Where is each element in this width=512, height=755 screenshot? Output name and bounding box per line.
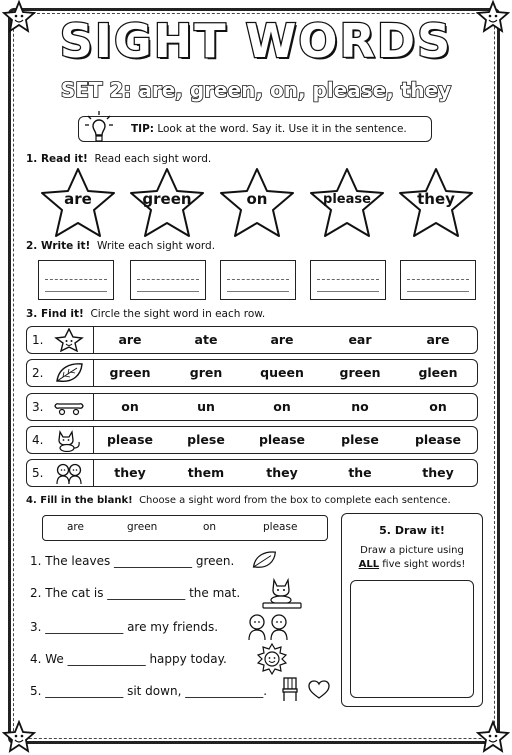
section-write-label: 2. Write it! <box>26 240 91 252</box>
tip-box <box>78 116 432 142</box>
kids-icon <box>244 612 292 640</box>
cat-on-mat-icon <box>260 576 304 610</box>
sight-word: on <box>246 190 268 208</box>
row-number: 2. <box>32 366 44 380</box>
sight-word-star <box>38 166 118 240</box>
section-read-label: 1. Read it! <box>26 153 88 165</box>
sight-word: are <box>64 190 92 208</box>
section-find-heading <box>26 308 265 320</box>
word-option[interactable]: the <box>348 465 372 480</box>
word-option[interactable]: them <box>187 465 225 480</box>
kids-icon <box>53 461 85 485</box>
section-read-instruction: Read each sight word. <box>94 153 212 165</box>
heart-icon <box>308 680 330 700</box>
row-number: 4. <box>32 433 44 447</box>
word-option[interactable]: un <box>197 399 215 414</box>
sun-icon <box>256 643 288 675</box>
leaf-icon <box>53 361 85 385</box>
word-bank <box>42 515 328 541</box>
word-option[interactable]: please <box>106 432 154 447</box>
cat-icon <box>53 428 85 452</box>
word-option[interactable]: they <box>114 465 146 480</box>
fill-sentence[interactable]: 5. _____________ sit down, _____________. <box>30 684 268 698</box>
word-option[interactable]: they <box>422 465 454 480</box>
draw-it-line1: Draw a picture using <box>360 545 464 556</box>
row-number: 5. <box>32 466 44 480</box>
sight-word-star <box>396 166 476 240</box>
tip-text: Look at the word. Say it. Use it in the sentence. <box>157 123 407 135</box>
fill-sentence[interactable]: 2. The cat is _____________ the mat. <box>30 586 241 600</box>
tip-label: TIP: <box>131 123 154 135</box>
draw-it-all: ALL <box>358 559 380 570</box>
fill-sentence[interactable]: 1. The leaves _____________ green. <box>30 554 235 568</box>
section-write-instruction: Write each sight word. <box>97 240 216 252</box>
write-box[interactable] <box>400 260 476 300</box>
word-bank-word: green <box>127 521 158 533</box>
draw-it-instruction <box>342 544 482 572</box>
section-find-label: 3. Find it! <box>26 308 84 320</box>
section-fill-heading <box>26 495 451 506</box>
find-row <box>26 359 478 387</box>
word-option[interactable]: on <box>429 399 447 414</box>
find-row <box>26 326 478 354</box>
word-option[interactable]: are <box>118 332 142 347</box>
word-bank-word: are <box>67 521 84 533</box>
find-row <box>26 426 478 454</box>
fill-sentence[interactable]: 4. We _____________ happy today. <box>30 652 227 666</box>
word-option[interactable]: queen <box>260 365 304 380</box>
section-find-instruction: Circle the sight word in each row. <box>90 308 266 320</box>
chair-icon <box>280 676 300 702</box>
leaf-icon <box>250 548 278 572</box>
word-option[interactable]: are <box>270 332 294 347</box>
word-option[interactable]: plese <box>341 432 379 447</box>
find-row <box>26 459 478 487</box>
word-option[interactable]: ate <box>194 332 218 347</box>
word-option[interactable]: are <box>426 332 450 347</box>
row-number: 1. <box>32 333 44 347</box>
corner-star-icon <box>476 720 510 754</box>
lightbulb-icon <box>84 110 114 144</box>
draw-it-line2: five sight words! <box>382 559 466 570</box>
section-write-heading <box>26 240 215 252</box>
sight-word-star <box>307 166 387 240</box>
star-icon <box>53 328 85 352</box>
word-option[interactable]: on <box>273 399 291 414</box>
word-option[interactable]: no <box>351 399 369 414</box>
word-bank-word: please <box>263 521 298 533</box>
set-subtitle: SET 2: are, green, on, please, they <box>60 78 452 102</box>
write-box[interactable] <box>130 260 206 300</box>
section-fill-instruction: Choose a sight word from the box to complete each sentence. <box>139 495 451 506</box>
find-row <box>26 393 478 421</box>
corner-star-icon <box>2 720 36 754</box>
word-option[interactable]: plese <box>187 432 225 447</box>
sight-word: they <box>417 190 455 208</box>
write-box[interactable] <box>310 260 386 300</box>
draw-it-box <box>341 513 483 707</box>
section-fill-label: 4. Fill in the blank! <box>26 495 133 506</box>
fill-sentence[interactable]: 3. _____________ are my friends. <box>30 620 219 634</box>
word-bank-word: on <box>203 521 217 533</box>
word-option[interactable]: please <box>414 432 462 447</box>
word-option[interactable]: green <box>339 365 381 380</box>
sight-word-star <box>127 166 207 240</box>
word-option[interactable]: on <box>121 399 139 414</box>
sight-word-star <box>217 166 297 240</box>
sight-word: green <box>142 190 192 208</box>
page-title: SIGHT WORDS <box>59 14 453 68</box>
word-option[interactable]: please <box>258 432 306 447</box>
section-read-heading <box>26 153 211 165</box>
drawing-area[interactable] <box>350 580 474 698</box>
draw-it-label: 5. Draw it! <box>379 524 445 537</box>
word-option[interactable]: ear <box>348 332 372 347</box>
write-box[interactable] <box>220 260 296 300</box>
word-option[interactable]: gren <box>189 365 223 380</box>
skateboard-icon <box>53 395 85 419</box>
row-number: 3. <box>32 400 44 414</box>
sight-word: please <box>323 192 371 207</box>
word-option[interactable]: gleen <box>418 365 458 380</box>
word-option[interactable]: green <box>109 365 151 380</box>
write-box[interactable] <box>38 260 114 300</box>
word-option[interactable]: they <box>266 465 298 480</box>
